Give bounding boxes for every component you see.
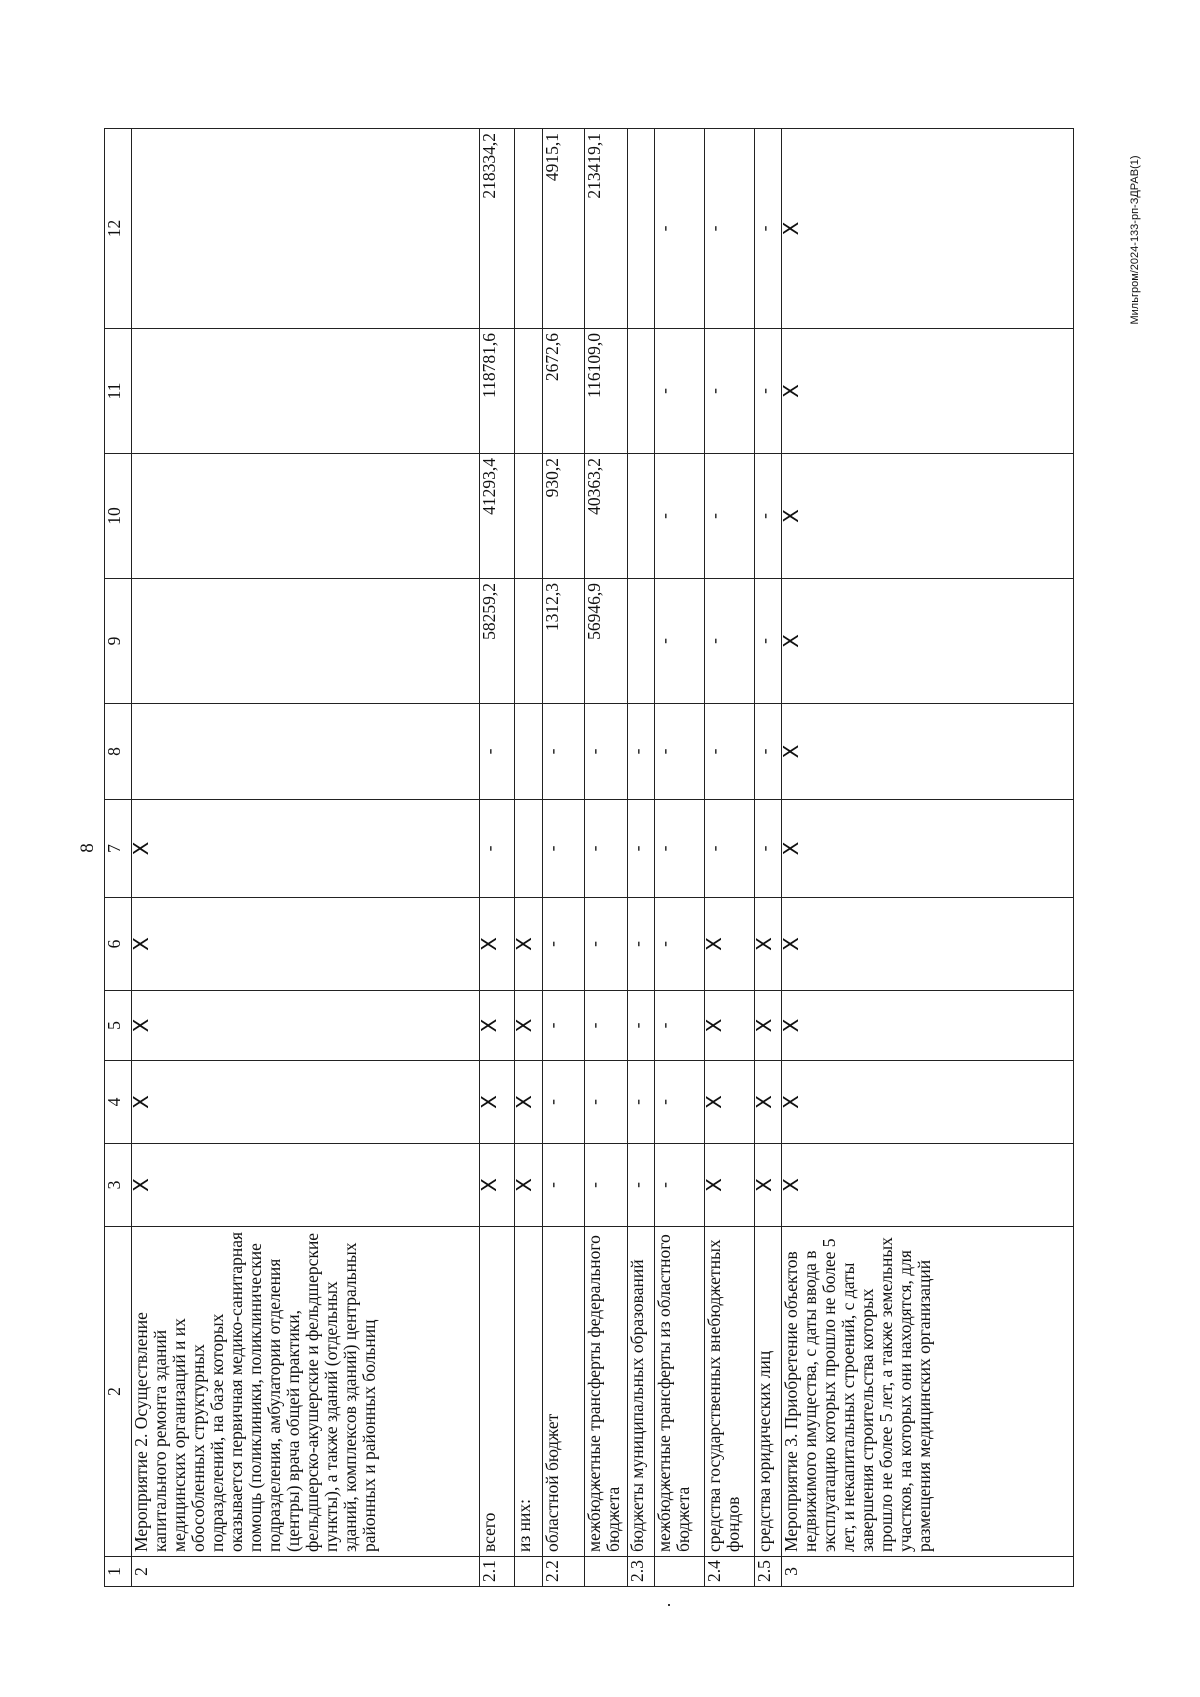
cell-col12: 4915,1 <box>543 129 585 329</box>
row-name: межбюджетные трансферты федерального бюджета <box>585 1227 628 1557</box>
header-cell: 11 <box>105 329 132 454</box>
cell-col4: Х <box>515 1061 543 1144</box>
cell-col10: 930,2 <box>543 454 585 579</box>
cell-col6: - <box>585 898 628 991</box>
cell-col4: Х <box>705 1061 755 1144</box>
cell-col12: 218334,2 <box>480 129 515 329</box>
cell-col8: - <box>755 704 782 800</box>
cell-col3: Х <box>782 1144 1074 1227</box>
cell-col5: Х <box>132 991 480 1061</box>
table-row <box>543 129 585 1587</box>
table-row <box>782 129 1074 1587</box>
cell-col11: 118781,6 <box>480 329 515 454</box>
cell-col3: - <box>655 1144 705 1227</box>
cell-col5: - <box>543 991 585 1061</box>
cell-col6: Х <box>132 898 480 991</box>
cell-col5: Х <box>705 991 755 1061</box>
row-name: из них: <box>515 1227 543 1557</box>
cell-col9: Х <box>782 579 1074 704</box>
cell-col5: - <box>585 991 628 1061</box>
cell-col10 <box>132 454 480 579</box>
cell-col5: - <box>655 991 705 1061</box>
table-row <box>585 129 628 1587</box>
header-cell: 3 <box>105 1144 132 1227</box>
cell-col10: - <box>755 454 782 579</box>
page-number: 8 <box>77 843 98 853</box>
cell-col12: 213419,1 <box>585 129 628 329</box>
cell-col11 <box>515 329 543 454</box>
cell-col8: - <box>628 704 655 800</box>
cell-col11 <box>628 329 655 454</box>
cell-col7: - <box>705 800 755 898</box>
cell-col3: Х <box>705 1144 755 1227</box>
row-number <box>585 1557 628 1587</box>
cell-col3: Х <box>480 1144 515 1227</box>
cell-col9: - <box>655 579 705 704</box>
cell-col7: - <box>755 800 782 898</box>
cell-col6: Х <box>755 898 782 991</box>
cell-col11 <box>132 329 480 454</box>
table-row <box>655 129 705 1587</box>
cell-col10: 40363,2 <box>585 454 628 579</box>
row-name: всего <box>480 1227 515 1557</box>
cell-col11: 2672,6 <box>543 329 585 454</box>
cell-col3: Х <box>515 1144 543 1227</box>
row-number <box>515 1557 543 1587</box>
row-number: 2.4 <box>705 1557 755 1587</box>
table-row <box>515 129 543 1587</box>
cell-col8: Х <box>782 704 1074 800</box>
cell-col6: - <box>628 898 655 991</box>
cell-col8: - <box>705 704 755 800</box>
cell-col12: Х <box>782 129 1074 329</box>
cell-col4: Х <box>132 1061 480 1144</box>
cell-col6: Х <box>782 898 1074 991</box>
cell-col6: - <box>543 898 585 991</box>
cell-col7: - <box>585 800 628 898</box>
cell-col5: Х <box>480 991 515 1061</box>
row-name: бюджеты муниципальных образований <box>628 1227 655 1557</box>
cell-col6: - <box>655 898 705 991</box>
cell-col12 <box>628 129 655 329</box>
cell-col10: Х <box>782 454 1074 579</box>
cell-col8: - <box>585 704 628 800</box>
cell-col5: Х <box>515 991 543 1061</box>
row-name: Мероприятие 3. Приобретение объектов недвижимого имущества, с даты ввода в эксплуатацию которых прошло не более 5 лет, и некапитальных строений, с даты завершения строительства которых прошло не более 5 лет, а также земельных участков, на которых они находятся, для размещения медицинских организаций <box>782 1227 1074 1557</box>
cell-col3: - <box>585 1144 628 1227</box>
cell-col7 <box>515 800 543 898</box>
cell-col4: - <box>628 1061 655 1144</box>
cell-col10: - <box>705 454 755 579</box>
cell-col5: Х <box>755 991 782 1061</box>
cell-col4: - <box>543 1061 585 1144</box>
budget-table <box>104 128 1074 1587</box>
row-number: 2.2 <box>543 1557 585 1587</box>
cell-col8: - <box>543 704 585 800</box>
document-code: Мильгром/2024-133-рп-ЗДРАВ(1) <box>1129 155 1141 325</box>
table-row <box>705 129 755 1587</box>
cell-col11: - <box>705 329 755 454</box>
row-number: 2 <box>132 1557 480 1587</box>
cell-col3: Х <box>755 1144 782 1227</box>
cell-col12: - <box>755 129 782 329</box>
cell-col5: Х <box>782 991 1074 1061</box>
header-cell: 10 <box>105 454 132 579</box>
cell-col3: - <box>628 1144 655 1227</box>
cell-col7: - <box>480 800 515 898</box>
cell-col9: 1312,3 <box>543 579 585 704</box>
rotated-table-container <box>104 129 1073 1587</box>
row-name: областной бюджет <box>543 1227 585 1557</box>
cell-col10 <box>515 454 543 579</box>
cell-col6: Х <box>515 898 543 991</box>
cell-col3: Х <box>132 1144 480 1227</box>
scan-dot <box>668 1604 670 1606</box>
cell-col9 <box>132 579 480 704</box>
cell-col9 <box>628 579 655 704</box>
cell-col8: - <box>655 704 705 800</box>
table-row <box>628 129 655 1587</box>
cell-col9: 58259,2 <box>480 579 515 704</box>
row-number <box>655 1557 705 1587</box>
cell-col4: - <box>585 1061 628 1144</box>
header-cell: 1 <box>105 1557 132 1587</box>
row-name: средства государственных внебюджетных фондов <box>705 1227 755 1557</box>
cell-col10: - <box>655 454 705 579</box>
cell-col9: - <box>705 579 755 704</box>
header-cell: 9 <box>105 579 132 704</box>
cell-col12 <box>515 129 543 329</box>
cell-col10: 41293,4 <box>480 454 515 579</box>
header-cell: 5 <box>105 991 132 1061</box>
cell-col11: Х <box>782 329 1074 454</box>
header-cell: 7 <box>105 800 132 898</box>
header-cell: 6 <box>105 898 132 991</box>
cell-col12 <box>132 129 480 329</box>
row-name: Мероприятие 2. Осуществление капитального ремонта зданий медицинских организаций и их обособленных структурных подразделений, на базе которых оказывается первичная медико-санитарная помощь (поликлиники, поликлинические подразделения, амбулатории отделения (центры) врача общей практики, фельдшерско-акушерские и фельдшерские пункты), а также зданий (отдельных зданий, комплексов зданий) центральных районных и районных больниц <box>132 1227 480 1557</box>
table-row <box>755 129 782 1587</box>
cell-col11: 116109,0 <box>585 329 628 454</box>
cell-col4: Х <box>782 1061 1074 1144</box>
cell-col7: - <box>543 800 585 898</box>
cell-col4: Х <box>480 1061 515 1144</box>
header-row <box>105 129 132 1587</box>
table-row <box>132 129 480 1587</box>
cell-col3: - <box>543 1144 585 1227</box>
cell-col4: Х <box>755 1061 782 1144</box>
cell-col8 <box>132 704 480 800</box>
cell-col11: - <box>655 329 705 454</box>
row-number: 2.3 <box>628 1557 655 1587</box>
cell-col8 <box>515 704 543 800</box>
cell-col10 <box>628 454 655 579</box>
cell-col7: Х <box>132 800 480 898</box>
row-name: средства юридических лиц <box>755 1227 782 1557</box>
header-cell: 2 <box>105 1227 132 1557</box>
cell-col5: - <box>628 991 655 1061</box>
cell-col9: - <box>755 579 782 704</box>
cell-col9: 56946,9 <box>585 579 628 704</box>
cell-col8: - <box>480 704 515 800</box>
cell-col11: - <box>755 329 782 454</box>
cell-col7: - <box>655 800 705 898</box>
header-cell: 12 <box>105 129 132 329</box>
cell-col4: - <box>655 1061 705 1144</box>
row-number: 2.5 <box>755 1557 782 1587</box>
header-cell: 4 <box>105 1061 132 1144</box>
cell-col6: Х <box>480 898 515 991</box>
cell-col9 <box>515 579 543 704</box>
cell-col12: - <box>655 129 705 329</box>
cell-col12: - <box>705 129 755 329</box>
cell-col6: Х <box>705 898 755 991</box>
header-cell: 8 <box>105 704 132 800</box>
row-number: 2.1 <box>480 1557 515 1587</box>
cell-col7: - <box>628 800 655 898</box>
cell-col7: Х <box>782 800 1074 898</box>
row-number: 3 <box>782 1557 1074 1587</box>
table-row <box>480 129 515 1587</box>
row-name: межбюджетные трансферты из областного бюджета <box>655 1227 705 1557</box>
